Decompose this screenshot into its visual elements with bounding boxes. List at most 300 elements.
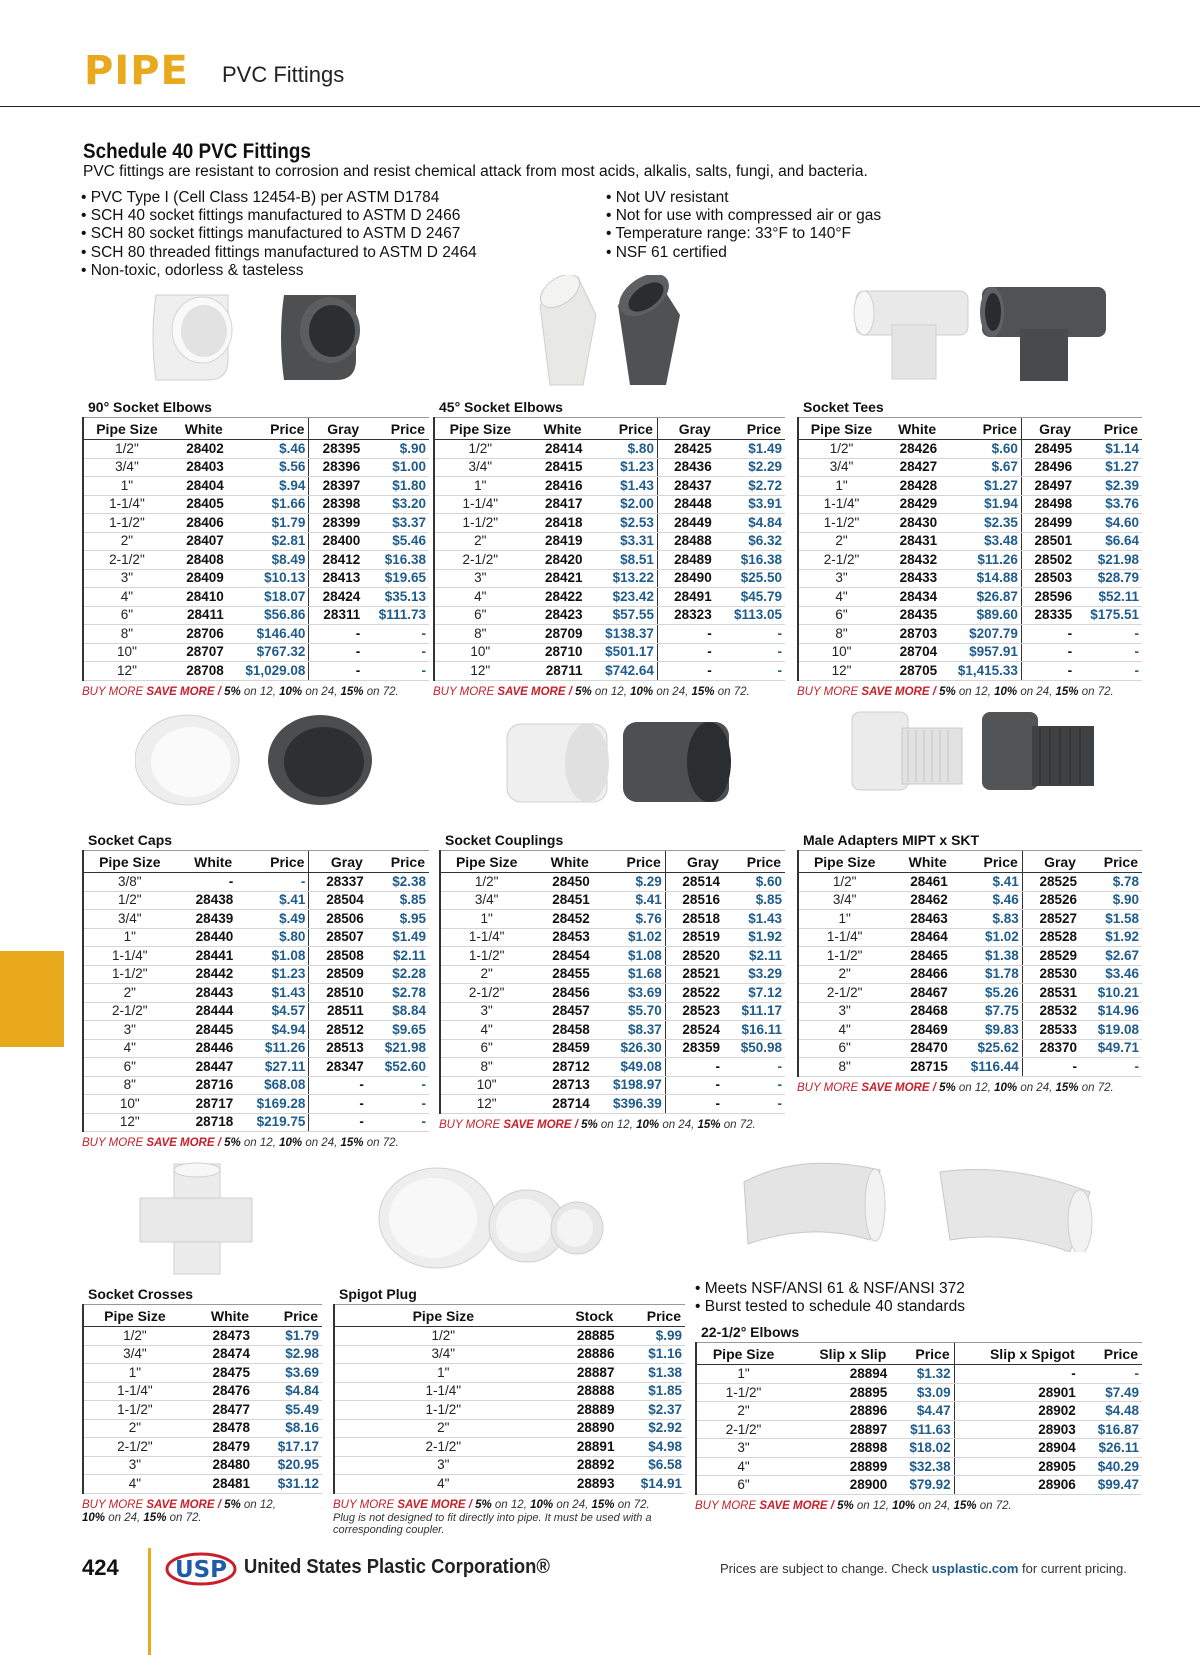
table-row bbox=[434, 495, 785, 514]
price-cell: $45.79 bbox=[715, 588, 785, 607]
pipe-size-cell: 1-1/4" bbox=[83, 495, 170, 514]
price-cell: $6.58 bbox=[617, 1456, 685, 1475]
price-cell: $10.21 bbox=[1080, 984, 1142, 1003]
item-number-cell: 28706 bbox=[170, 625, 227, 644]
price-cell: $7.12 bbox=[723, 984, 785, 1003]
price-cell: $19.08 bbox=[1080, 1021, 1142, 1040]
item-number-cell: 28481 bbox=[186, 1475, 253, 1494]
price-cell: $1.92 bbox=[723, 928, 785, 947]
item-number-cell: 28462 bbox=[890, 891, 950, 910]
table-row bbox=[434, 440, 785, 459]
item-number-cell: 28453 bbox=[532, 928, 592, 947]
table-row bbox=[696, 1476, 1142, 1495]
table-row bbox=[434, 458, 785, 477]
table-row bbox=[83, 551, 429, 570]
item-number-cell: - bbox=[657, 662, 714, 681]
table-row bbox=[696, 1457, 1142, 1476]
pipe-size-cell: 6" bbox=[83, 606, 170, 625]
item-number-cell: 28596 bbox=[1021, 588, 1075, 607]
item-number-cell: - bbox=[1022, 1058, 1080, 1077]
pipe-size-cell: 4" bbox=[83, 588, 170, 607]
price-cell: $1.16 bbox=[617, 1345, 685, 1364]
price-cell: $32.38 bbox=[890, 1457, 954, 1476]
table-row bbox=[83, 477, 429, 496]
pipe-size-cell: 2-1/2" bbox=[83, 1002, 176, 1021]
item-number-cell: 28467 bbox=[890, 984, 950, 1003]
item-number-cell: 28530 bbox=[1022, 965, 1080, 984]
price-cell: $57.55 bbox=[586, 606, 658, 625]
col-header-price: Price bbox=[951, 851, 1023, 873]
item-number-cell: 28434 bbox=[884, 588, 940, 607]
price-cell: $56.86 bbox=[227, 606, 309, 625]
price-cell: $.94 bbox=[227, 477, 309, 496]
elbows-45-block bbox=[433, 397, 785, 699]
table-header-row bbox=[83, 1305, 322, 1327]
price-cell: $.60 bbox=[940, 440, 1021, 459]
col-header-stock: Stock bbox=[552, 1305, 618, 1327]
price-cell: $146.40 bbox=[227, 625, 309, 644]
table-row bbox=[434, 588, 785, 607]
table-row bbox=[83, 1475, 322, 1494]
price-cell: $1,029.08 bbox=[227, 662, 309, 681]
table-row bbox=[798, 873, 1142, 892]
price-cell: $.80 bbox=[586, 440, 658, 459]
item-number-cell: 28885 bbox=[552, 1327, 618, 1346]
price-cell: $8.37 bbox=[593, 1021, 665, 1040]
item-number-cell: 28890 bbox=[552, 1419, 618, 1438]
price-cell: - bbox=[367, 1113, 429, 1132]
pipe-size-cell: 2-1/2" bbox=[83, 1438, 186, 1457]
table-row bbox=[440, 873, 785, 892]
table-row bbox=[798, 588, 1142, 607]
elbows-22-block bbox=[695, 1280, 1142, 1513]
pipe-size-cell: 2-1/2" bbox=[440, 984, 532, 1003]
price-cell: $11.26 bbox=[236, 1039, 309, 1058]
item-number-cell: 28905 bbox=[954, 1457, 1079, 1476]
item-number-cell: 28533 bbox=[1022, 1021, 1080, 1040]
table-row bbox=[83, 440, 429, 459]
table-row bbox=[798, 514, 1142, 533]
price-cell: $1.27 bbox=[940, 477, 1021, 496]
price-cell: $52.11 bbox=[1075, 588, 1142, 607]
item-number-cell: 28898 bbox=[790, 1439, 890, 1458]
table-row bbox=[440, 1021, 785, 1040]
price-cell: - bbox=[715, 625, 785, 644]
item-number-cell: 28889 bbox=[552, 1401, 618, 1420]
price-cell: $2.28 bbox=[367, 965, 429, 984]
feature-item: • Not for use with compressed air or gas bbox=[606, 207, 881, 225]
price-cell: $1.08 bbox=[593, 947, 665, 966]
table-row bbox=[434, 569, 785, 588]
table-row bbox=[434, 606, 785, 625]
item-number-cell: 28901 bbox=[954, 1383, 1079, 1402]
price-cell: $1.23 bbox=[236, 965, 309, 984]
pipe-size-cell: 4" bbox=[696, 1457, 790, 1476]
item-number-cell: 28408 bbox=[170, 551, 227, 570]
table-header-row bbox=[334, 1305, 685, 1327]
pipe-size-cell: 2" bbox=[83, 1419, 186, 1438]
price-cell: $2.67 bbox=[1080, 947, 1142, 966]
price-cell: $5.49 bbox=[253, 1401, 322, 1420]
feature-item: • Not UV resistant bbox=[606, 189, 881, 207]
table-row bbox=[334, 1475, 685, 1494]
item-number-cell: 28469 bbox=[890, 1021, 950, 1040]
header-divider bbox=[0, 106, 1200, 107]
price-cell: $4.48 bbox=[1079, 1402, 1142, 1421]
price-cell: $1.80 bbox=[363, 477, 429, 496]
promo-text: BUY MORE SAVE MORE / 5% on 12, 10% on 24, 15% on 72. bbox=[797, 1081, 1114, 1094]
col-header-white: White bbox=[884, 418, 940, 440]
price-cell: $2.98 bbox=[253, 1345, 322, 1364]
price-cell: $1.02 bbox=[951, 928, 1023, 947]
table-row bbox=[334, 1401, 685, 1420]
page-subtitle: PVC Fittings bbox=[222, 62, 345, 87]
price-cell: $3.29 bbox=[723, 965, 785, 984]
website-link[interactable]: usplastic.com bbox=[931, 1561, 1019, 1576]
male-adapters-block bbox=[797, 830, 1142, 1095]
item-number-cell: 28461 bbox=[890, 873, 950, 892]
promo-text: BUY MORE SAVE MORE / 5% on 12, 10% on 24, 15% on 72. bbox=[82, 1137, 399, 1149]
col-header-gray: Gray bbox=[1021, 418, 1075, 440]
table-header-row bbox=[83, 418, 429, 440]
item-number-cell: 28509 bbox=[309, 965, 367, 984]
price-cell: $113.05 bbox=[715, 606, 785, 625]
col-header-white: White bbox=[890, 851, 950, 873]
pipe-size-cell: 12" bbox=[798, 662, 884, 681]
item-number-cell: 28717 bbox=[176, 1095, 237, 1114]
table-row bbox=[83, 662, 429, 681]
price-cell: $4.57 bbox=[236, 1002, 309, 1021]
price-cell: $1.49 bbox=[715, 440, 785, 459]
couplings-block bbox=[439, 830, 785, 1132]
promo-text: BUY MORE SAVE MORE / 5% on 12, 10% on 24, 15% on 72. bbox=[333, 1498, 650, 1511]
price-cell: $5.70 bbox=[593, 1002, 665, 1021]
pipe-size-cell: 4" bbox=[83, 1475, 186, 1494]
item-number-cell: - bbox=[657, 643, 714, 662]
item-number-cell: 28311 bbox=[309, 606, 363, 625]
table-row bbox=[798, 1058, 1142, 1077]
table-header-row bbox=[83, 851, 429, 873]
item-number-cell: 28512 bbox=[309, 1021, 367, 1040]
col-header-slip-spigot: Slip x Spigot bbox=[954, 1343, 1079, 1365]
pipe-size-cell: 2-1/2" bbox=[696, 1420, 790, 1439]
col-header-pipe-size: Pipe Size bbox=[696, 1343, 790, 1365]
col-header-white: White bbox=[532, 851, 592, 873]
price-cell: $957.91 bbox=[940, 643, 1021, 662]
price-cell: $2.37 bbox=[617, 1401, 685, 1420]
price-cell: $.90 bbox=[363, 440, 429, 459]
item-number-cell: 28488 bbox=[657, 532, 714, 551]
item-number-cell: 28464 bbox=[890, 928, 950, 947]
item-number-cell: 28359 bbox=[665, 1039, 723, 1058]
item-number-cell: 28705 bbox=[884, 662, 940, 681]
item-number-cell: 28402 bbox=[170, 440, 227, 459]
table-row bbox=[83, 1382, 322, 1401]
pipe-size-cell: 1/2" bbox=[434, 440, 526, 459]
section-description: PVC fittings are resistant to corrosion and resist chemical attack from most acids, alkalis, salts, fungi, and bacteria. bbox=[83, 163, 868, 180]
item-number-cell: 28337 bbox=[309, 873, 367, 892]
promo-text: BUY MORE SAVE MORE / 5% on 12, 10% on 24, 15% on 72. bbox=[797, 685, 1114, 698]
item-number-cell: 28432 bbox=[884, 551, 940, 570]
item-number-cell: 28438 bbox=[176, 891, 237, 910]
price-cell: $3.91 bbox=[715, 495, 785, 514]
item-number-cell: 28891 bbox=[552, 1438, 618, 1457]
price-cell: $89.60 bbox=[940, 606, 1021, 625]
item-number-cell: 28409 bbox=[170, 569, 227, 588]
pipe-size-cell: 1-1/4" bbox=[334, 1382, 552, 1401]
price-cell: $1.08 bbox=[236, 947, 309, 966]
pipe-size-cell: 4" bbox=[334, 1475, 552, 1494]
price-cell: $49.71 bbox=[1080, 1039, 1142, 1058]
price-cell: $1.38 bbox=[617, 1364, 685, 1383]
item-number-cell: 28457 bbox=[532, 1002, 592, 1021]
price-cell: $2.92 bbox=[617, 1419, 685, 1438]
col-header-price: Price bbox=[890, 1343, 954, 1365]
col-header-pipe-size: Pipe Size bbox=[440, 851, 532, 873]
table-row bbox=[440, 1076, 785, 1095]
table-row bbox=[798, 643, 1142, 662]
table-row bbox=[83, 1095, 429, 1114]
price-cell: $4.60 bbox=[1075, 514, 1142, 533]
block-title: 45° Socket Elbows bbox=[439, 399, 563, 415]
price-cell: $.76 bbox=[593, 910, 665, 929]
page-section-title: PIPE bbox=[84, 48, 189, 94]
pipe-size-cell: 2" bbox=[434, 532, 526, 551]
pipe-size-cell: 3/4" bbox=[83, 458, 170, 477]
table-row bbox=[696, 1365, 1142, 1384]
price-cell: $79.92 bbox=[890, 1476, 954, 1495]
pipe-size-cell: 3/4" bbox=[798, 891, 890, 910]
item-number-cell: 28424 bbox=[309, 588, 363, 607]
item-number-cell: 28718 bbox=[176, 1113, 237, 1132]
item-number-cell: 28423 bbox=[526, 606, 586, 625]
item-number-cell: 28501 bbox=[1021, 532, 1075, 551]
col-header-white: White bbox=[186, 1305, 253, 1327]
pipe-size-cell: 10" bbox=[434, 643, 526, 662]
item-number-cell: 28476 bbox=[186, 1382, 253, 1401]
item-number-cell: 28496 bbox=[1021, 458, 1075, 477]
table-row bbox=[696, 1402, 1142, 1421]
page-number: 424 bbox=[82, 1555, 119, 1580]
pipe-size-cell: 1-1/2" bbox=[434, 514, 526, 533]
item-number-cell: 28445 bbox=[176, 1021, 237, 1040]
item-number-cell: 28416 bbox=[526, 477, 586, 496]
item-number-cell: 28524 bbox=[665, 1021, 723, 1040]
price-cell: $26.30 bbox=[593, 1039, 665, 1058]
table-row bbox=[83, 1345, 322, 1364]
col-header-price: Price bbox=[586, 418, 658, 440]
block-title: Socket Tees bbox=[803, 399, 884, 415]
item-number-cell: 28513 bbox=[309, 1039, 367, 1058]
price-table-couplings bbox=[439, 850, 785, 1114]
pipe-size-cell: 10" bbox=[440, 1076, 532, 1095]
col-header-price: Price bbox=[236, 851, 309, 873]
feature-item: • PVC Type I (Cell Class 12454-B) per ASTM D1784 bbox=[81, 189, 477, 207]
pipe-size-cell: 1/2" bbox=[83, 1327, 186, 1346]
price-cell: $219.75 bbox=[236, 1113, 309, 1132]
pipe-size-cell: 8" bbox=[798, 1058, 890, 1077]
price-cell: $16.38 bbox=[715, 551, 785, 570]
table-row bbox=[83, 643, 429, 662]
price-cell: $16.87 bbox=[1079, 1420, 1142, 1439]
price-table-tees bbox=[797, 417, 1142, 681]
price-cell: $396.39 bbox=[593, 1095, 665, 1114]
price-cell: $.90 bbox=[1080, 891, 1142, 910]
item-number-cell: 28403 bbox=[170, 458, 227, 477]
item-number-cell: 28489 bbox=[657, 551, 714, 570]
price-cell: - bbox=[1079, 1365, 1142, 1384]
item-number-cell: 28490 bbox=[657, 569, 714, 588]
item-number-cell: - bbox=[309, 1113, 367, 1132]
item-number-cell: 28449 bbox=[657, 514, 714, 533]
price-cell: $1.85 bbox=[617, 1382, 685, 1401]
price-cell: $11.17 bbox=[723, 1002, 785, 1021]
item-number-cell: 28442 bbox=[176, 965, 237, 984]
price-table-spigot-plug bbox=[333, 1304, 685, 1494]
promo-text: BUY MORE SAVE MORE / 5% on 12, 10% on 24, 15% on 72. bbox=[82, 685, 399, 698]
pipe-size-cell: 1/2" bbox=[334, 1327, 552, 1346]
price-cell: $9.83 bbox=[951, 1021, 1023, 1040]
price-cell: $17.17 bbox=[253, 1438, 322, 1457]
pipe-size-cell: 6" bbox=[696, 1476, 790, 1495]
item-number-cell: 28441 bbox=[176, 947, 237, 966]
item-number-cell: 28443 bbox=[176, 984, 237, 1003]
price-cell: - bbox=[363, 625, 429, 644]
pipe-size-cell: 3/4" bbox=[83, 910, 176, 929]
item-number-cell: 28507 bbox=[309, 928, 367, 947]
pipe-size-cell: 2-1/2" bbox=[798, 551, 884, 570]
item-number-cell: 28395 bbox=[309, 440, 363, 459]
price-cell: $.78 bbox=[1080, 873, 1142, 892]
price-cell: $2.00 bbox=[586, 495, 658, 514]
price-cell: $19.65 bbox=[363, 569, 429, 588]
item-number-cell: 28431 bbox=[884, 532, 940, 551]
pipe-size-cell: 12" bbox=[83, 662, 170, 681]
price-cell: $1,415.33 bbox=[940, 662, 1021, 681]
price-cell: $3.48 bbox=[940, 532, 1021, 551]
item-number-cell: 28323 bbox=[657, 606, 714, 625]
item-number-cell: 28470 bbox=[890, 1039, 950, 1058]
price-cell: $11.26 bbox=[940, 551, 1021, 570]
item-number-cell: 28436 bbox=[657, 458, 714, 477]
crosses-block bbox=[82, 1284, 322, 1525]
price-cell: $1.79 bbox=[253, 1327, 322, 1346]
features-right bbox=[606, 189, 881, 262]
table-row bbox=[83, 532, 429, 551]
item-number-cell: 28427 bbox=[884, 458, 940, 477]
price-cell: $1.68 bbox=[593, 965, 665, 984]
footer-accent-bar bbox=[148, 1548, 151, 1655]
pipe-size-cell: 3" bbox=[798, 569, 884, 588]
item-number-cell: 28451 bbox=[532, 891, 592, 910]
item-number-cell: 28503 bbox=[1021, 569, 1075, 588]
price-cell: $1.78 bbox=[951, 965, 1023, 984]
pipe-size-cell: 3" bbox=[83, 1456, 186, 1475]
pipe-size-cell: 1/2" bbox=[83, 891, 176, 910]
pipe-size-cell: 1-1/2" bbox=[798, 947, 890, 966]
price-cell: $10.13 bbox=[227, 569, 309, 588]
item-number-cell: 28504 bbox=[309, 891, 367, 910]
item-number-cell: 28499 bbox=[1021, 514, 1075, 533]
price-cell: - bbox=[723, 1076, 785, 1095]
price-cell: $1.23 bbox=[586, 458, 658, 477]
pipe-size-cell: 6" bbox=[798, 1039, 890, 1058]
table-row bbox=[798, 928, 1142, 947]
pipe-size-cell: 1-1/2" bbox=[696, 1383, 790, 1402]
item-number-cell: - bbox=[657, 625, 714, 644]
item-number-cell: 28397 bbox=[309, 477, 363, 496]
price-cell: $1.32 bbox=[890, 1365, 954, 1384]
table-row bbox=[434, 477, 785, 496]
table-row bbox=[440, 947, 785, 966]
price-cell: $3.09 bbox=[890, 1383, 954, 1402]
col-header-pipe-size: Pipe Size bbox=[434, 418, 526, 440]
item-number-cell: 28452 bbox=[532, 910, 592, 929]
table-header-row bbox=[440, 851, 785, 873]
pipe-size-cell: 1/2" bbox=[798, 440, 884, 459]
price-cell: $501.17 bbox=[586, 643, 658, 662]
item-number-cell: 28347 bbox=[309, 1058, 367, 1077]
table-row bbox=[798, 458, 1142, 477]
col-header-gray: Gray bbox=[665, 851, 723, 873]
price-cell: $99.47 bbox=[1079, 1476, 1142, 1495]
item-number-cell: 28477 bbox=[186, 1401, 253, 1420]
table-row bbox=[334, 1456, 685, 1475]
price-cell: $2.39 bbox=[1075, 477, 1142, 496]
pipe-size-cell: 2-1/2" bbox=[434, 551, 526, 570]
svg-text:USP: USP bbox=[174, 1557, 228, 1583]
features-left bbox=[81, 189, 477, 280]
price-cell: - bbox=[1075, 625, 1142, 644]
elbows-90-block bbox=[82, 397, 429, 699]
table-header-row bbox=[696, 1343, 1142, 1365]
item-number-cell: 28709 bbox=[526, 625, 586, 644]
table-row bbox=[440, 928, 785, 947]
table-row bbox=[83, 569, 429, 588]
pipe-size-cell: 6" bbox=[798, 606, 884, 625]
table-header-row bbox=[798, 851, 1142, 873]
table-row bbox=[798, 947, 1142, 966]
item-number-cell: 28479 bbox=[186, 1438, 253, 1457]
price-cell: $1.79 bbox=[227, 514, 309, 533]
price-cell: - bbox=[1075, 643, 1142, 662]
price-cell: $.80 bbox=[236, 928, 309, 947]
price-cell: - bbox=[715, 643, 785, 662]
item-number-cell: 28525 bbox=[1022, 873, 1080, 892]
item-number-cell: - bbox=[954, 1365, 1079, 1384]
item-number-cell: 28498 bbox=[1021, 495, 1075, 514]
price-cell: $2.35 bbox=[940, 514, 1021, 533]
table-row bbox=[83, 891, 429, 910]
pipe-size-cell: 1-1/2" bbox=[83, 1401, 186, 1420]
price-cell: $2.53 bbox=[586, 514, 658, 533]
table-row bbox=[798, 625, 1142, 644]
pipe-size-cell: 12" bbox=[440, 1095, 532, 1114]
pipe-size-cell: 3" bbox=[83, 569, 170, 588]
price-cell: $.46 bbox=[951, 891, 1023, 910]
price-cell: - bbox=[363, 662, 429, 681]
pipe-size-cell: 12" bbox=[83, 1113, 176, 1132]
price-cell: - bbox=[236, 873, 309, 892]
pipe-size-cell: 3/4" bbox=[434, 458, 526, 477]
table-row bbox=[83, 606, 429, 625]
table-row bbox=[696, 1439, 1142, 1458]
cross-image bbox=[138, 1162, 258, 1277]
pipe-size-cell: 1" bbox=[798, 910, 890, 929]
feature-item: • NSF 61 certified bbox=[606, 244, 881, 262]
pipe-size-cell: 3" bbox=[440, 1002, 532, 1021]
table-row bbox=[83, 458, 429, 477]
